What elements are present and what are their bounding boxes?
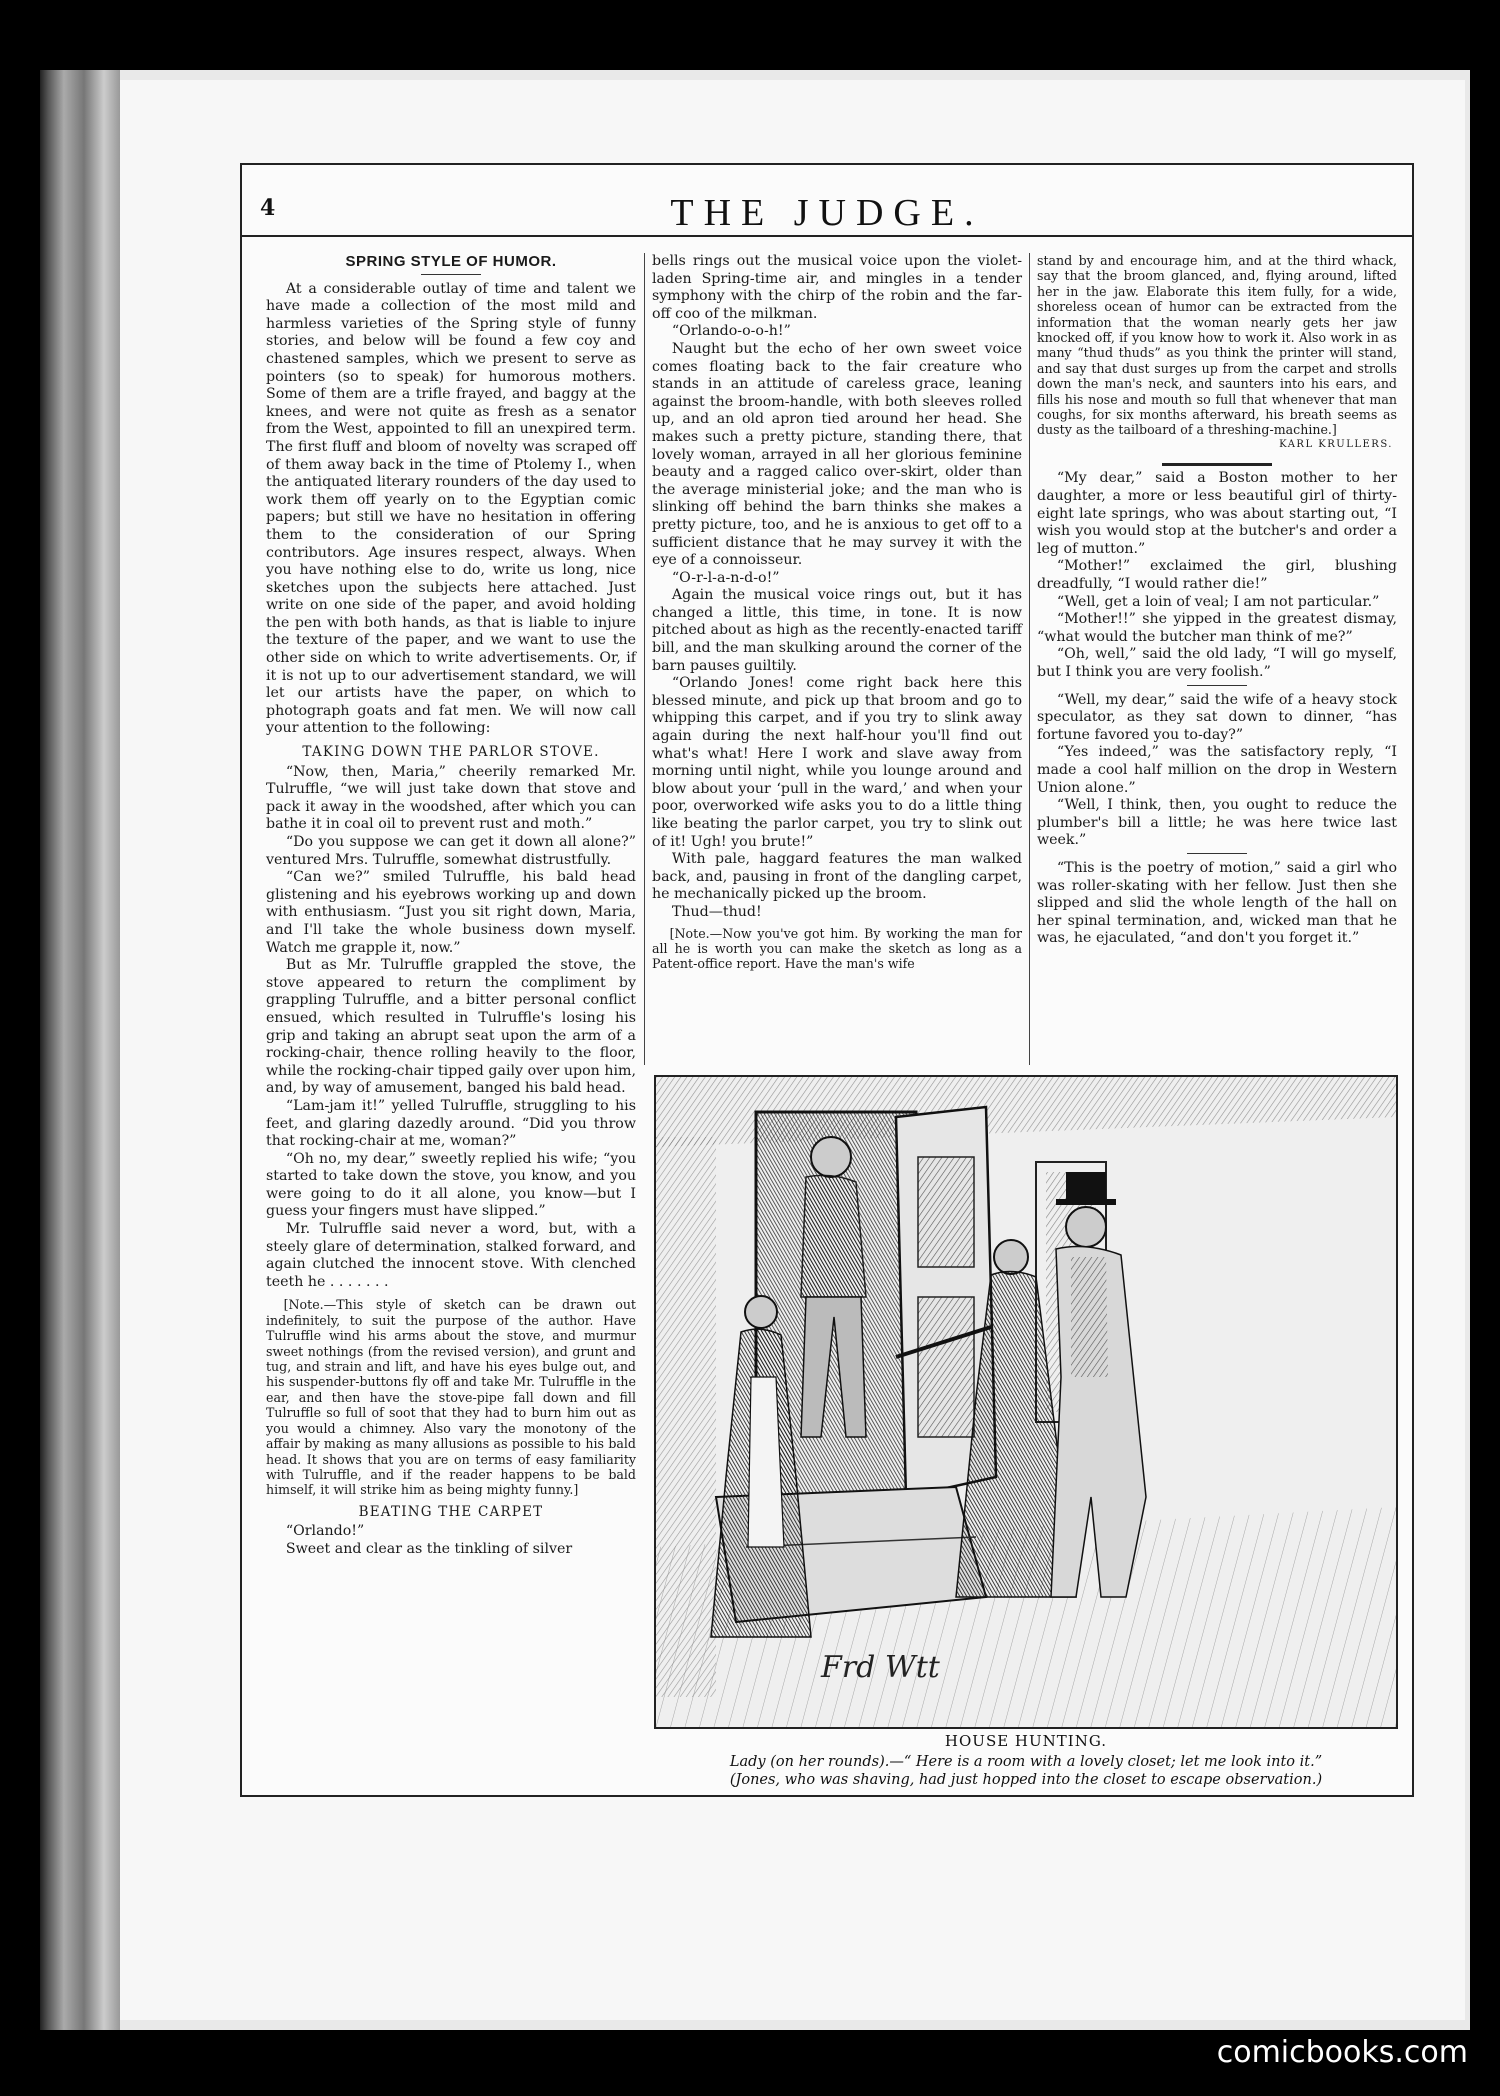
column-3 — [1037, 253, 1397, 948]
page-header — [242, 165, 1412, 237]
section-rule — [1187, 685, 1247, 686]
paragraph: “Now, then, Maria,” cheerily remarked Mr. Tulruffle, “we will just take down that stove and pack it away in the woodshed, after which you can bathe it in coal oil to prevent rust and moth.” — [266, 763, 636, 833]
column-1 — [266, 253, 636, 1559]
paragraph: Thud—thud! — [671, 903, 762, 920]
paragraph: “Can we?” smiled Tulruffle, his bald head glistening and his eyebrows working up and down with enthusiasm. “Just you sit right down, Maria, and I'll take the whole business down myself. Watch me grapple it, now.” — [266, 869, 636, 956]
book-binding — [40, 70, 120, 2030]
paragraph: “Oh, well,” said the old lady, “I will go myself, but I think you are very foolish.” — [1037, 646, 1397, 680]
artist-signature: Frd Wtt — [821, 1650, 940, 1685]
paragraph: Naught but the echo of her own sweet voice comes floating back to the fair creature who stands in an attitude of careless grace, leaning against the broom-handle, with both sleeves rolled up, and an old apron tied around her head. She makes such a pretty picture, standing there, that lovely woman, arrayed in all her glorious feminine beauty and a ragged calico over-skirt, older than the average ministerial joke; and the man who is slinking off behind the barn thinks she makes a pretty picture, too, and he is anxious to get off to a sufficient distance that he may survey it with the eye of a connoisseur. — [652, 340, 1022, 569]
paragraph: Again the musical voice rings out, but it has changed a little, this time, in tone. It is now pitched about as high as the recently-enacted tariff bill, and the man skulking around the corner of the barn pauses guiltily. — [652, 587, 1022, 674]
column-divider — [1029, 253, 1030, 1065]
house-hunting-illustration — [654, 1075, 1398, 1729]
page-number: 4 — [260, 195, 276, 221]
paragraph: “O-r-l-a-n-d-o!” — [671, 569, 780, 586]
paragraph: At a considerable outlay of time and talent we have made a collection of the most mild and harmless varieties of the Spring style of funny stories, and below will be found a few coy and chastened samples, which we present to serve as pointers (so to speak) for humorous mothers. Some of them are a trifle frayed, and baggy at the knees, and were not quite as fresh as a senator from the West, appointed to fill an unexpired term. The first fluff and bloom of novelty was scraped off of them away back in the time of Ptolemy I., when the antiquated literary rounders of the day used to work them off yearly on to the Egyptian comic papers; but still we have no hesitation in offering them to the consideration of our Spring contributors. Age insures respect, always. When you have nothing else to do, write us long, nice sketches upon the subjects here attached. Just write on one side of the paper, and avoid holding the pen with both hands, as that is liable to injure the texture of the paper, and we want to use the other side on which to write advertisements. Or, if it is not up to our advertisement standard, we will let our artists have the paper, on which to photograph goats and fat men. We will now call your attention to the following: — [266, 280, 636, 737]
note-paragraph: [Note.—This style of sketch can be drawn out indefinitely, to suit the purpose of the author. Have Tulruffle wind his arms about the stove, and murmur sweet nothings (from the revised version), and grunt and tug, and strain and lift, and have his eyes bulge out, and his suspender-buttons fly off and take Mr. Tulruffle in the ear, and then have the stove-pipe fall down and fill Tulruffle so full of soot that they had to burn him out as you would a chimney. Also vary the monotony of the affair by making as many allusions as possible to his bald head. It shows that you are on terms of easy familiarity with Tulruffle, and if the reader happens to be bald himself, it will strike him as being mighty funny.] — [266, 1297, 636, 1498]
paragraph: “Orlando Jones! come right back here this blessed minute, and pick up that broom and go to whipping this carpet, and if you try to slink away again during the next half-hour you'll find out what's what! Here I work and slave away from morning until night, while you lounge around and blow about your ‘pull in the ward,’ and when your poor, overworked wife asks you to do a little thing like beating the parlor carpet, you try to slink out of it! Ugh! you brute!” — [652, 675, 1022, 850]
newspaper-page — [240, 163, 1414, 1797]
paragraph: “Orlando!” — [285, 1523, 365, 1540]
column-divider — [644, 253, 645, 1065]
paragraph: “Yes indeed,” was the satisfactory reply, “I made a cool half million on the drop in Western Union alone.” — [1037, 744, 1397, 796]
engraving-image — [656, 1077, 1396, 1727]
paragraph: “Mother!” exclaimed the girl, blushing dreadfully, “I would rather die!” — [1037, 558, 1397, 593]
subheading: BEATING THE CARPET — [358, 1503, 544, 1520]
note-paragraph: stand by and encourage him, and at the third whack, say that the broom glanced, and, flying around, lifted her in the jaw. Elaborate this item fully, for a wide, shoreless ocean of humor can be extracted from the information that the woman nearly gets her jaw knocked off, if you know how to work it. Also work in as many “thud thuds” as you think the printer will stand, and say that dust surges up from the carpet and strolls down the man's neck, and saunters into his ears, and fills his nose and mouth so full that whenever that man coughs, for six months afterward, his breath seems as dusty as the tailboard of a threshing-machine.] — [1037, 253, 1397, 438]
paragraph: With pale, haggard features the man walked back, and, pausing in front of the dangling carpet, he mechanically picked up the broom. — [652, 851, 1022, 903]
section-rule — [1162, 463, 1272, 466]
paragraph: “Mother!!” she yipped in the greatest dismay, “what would the butcher man think of me?” — [1037, 611, 1397, 645]
illustration-caption-title: HOUSE HUNTING. — [944, 1732, 1108, 1750]
column-2 — [652, 253, 1022, 972]
paragraph: bells rings out the musical voice upon the violet-laden Spring-time air, and mingles in a tender symphony with the chirp of the robin and the far-off coo of the milkman. — [652, 253, 1022, 322]
paragraph: “Well, I think, then, you ought to reduce the plumber's bill a little; he was here twice last week.” — [1037, 797, 1397, 849]
watermark: comicbooks.com — [1216, 2035, 1468, 2070]
author-credit: KARL KRULLERS. — [1279, 438, 1393, 450]
note-paragraph: [Note.—Now you've got him. By working the man for all he is worth you can make the sketch as long as a Patent-office report. Have the man's wife — [652, 925, 1022, 972]
caption-line: Lady (on her rounds).—“ Here is a room with a lovely closet; let me look into it.” — [729, 1754, 1323, 1770]
paragraph: “Well, my dear,” said the wife of a heavy stock speculator, as they sat down to dinner, “has fortune favored you to-day?” — [1037, 691, 1397, 743]
paragraph: “Lam-jam it!” yelled Tulruffle, struggling to his feet, and glaring dazedly around. “Did you throw that rocking-chair at me, woman?” — [266, 1097, 636, 1150]
subheading: TAKING DOWN THE PARLOR STOVE. — [302, 744, 600, 761]
paragraph: Sweet and clear as the tinkling of silver — [285, 1540, 573, 1557]
paragraph: Mr. Tulruffle said never a word, but, with a steely glare of determination, stalked forward, and again clutched the innocent stove. With clenched teeth he . . . . . . . — [266, 1221, 636, 1290]
article-heading: SPRING STYLE OF HUMOR. — [345, 253, 557, 270]
paragraph: “Orlando-o-o-h!” — [671, 323, 791, 340]
heading-rule — [421, 274, 481, 275]
paragraph: But as Mr. Tulruffle grappled the stove, the stove appeared to return the compliment by grappling Tulruffle, and a bitter personal conflict ensued, which resulted in Tulruffle's losing his grip and taking an abrupt seat upon the arm of a rocking-chair, thence rolling heavily to the floor, while the rocking-chair tipped gaily over upon him, and, by way of amusement, banged his bald head. — [266, 957, 636, 1097]
caption-line: (Jones, who was shaving, had just hopped into the closet to escape observation.) — [729, 1772, 1323, 1788]
paragraph: “My dear,” said a Boston mother to her daughter, a more or less beautiful girl of thirty-eight late springs, who was about starting out, “I wish you would stop at the butcher's and order a leg of mutton.” — [1037, 470, 1397, 557]
illustration-caption — [654, 1753, 1398, 1789]
paragraph: “This is the poetry of motion,” said a girl who was roller-skating with her fellow. Just then she slipped and slid the whole length of the hall on her spinal termination, and, wicked man that he was, he ejaculated, “and don't you forget it.” — [1037, 859, 1397, 947]
paragraph: “Well, get a loin of veal; I am not particular.” — [1056, 593, 1380, 610]
page-title: THE JUDGE. — [670, 192, 984, 234]
paragraph: “Do you suppose we can get it down all alone?” ventured Mrs. Tulruffle, somewhat distrustfully. — [266, 834, 636, 868]
paragraph: “Oh no, my dear,” sweetly replied his wife; “you started to take down the stove, you know, and you were going to do it all alone, you know—but I guess your fingers must have slipped.” — [266, 1150, 636, 1220]
section-rule — [1187, 853, 1247, 854]
